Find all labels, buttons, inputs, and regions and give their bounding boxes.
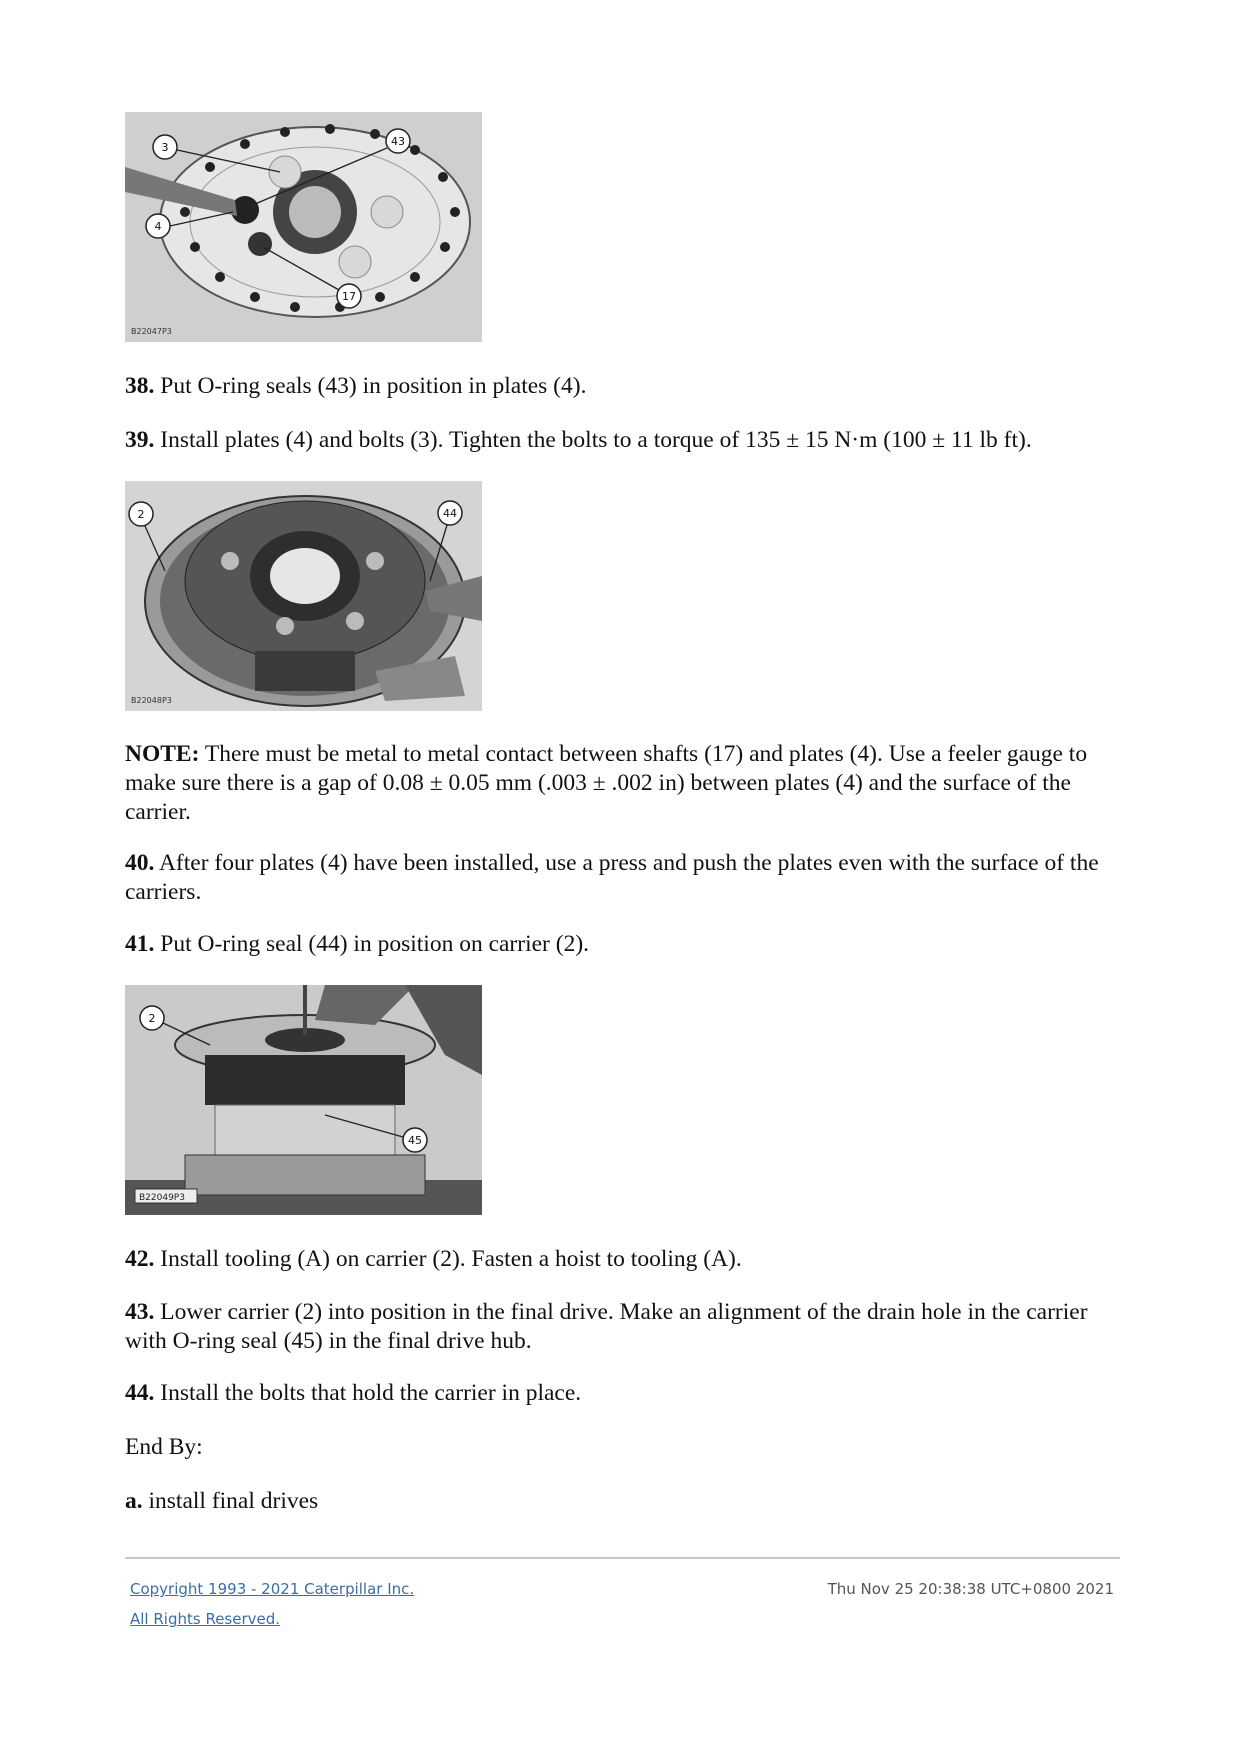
end-by-item-a: a. install final drives	[125, 1488, 319, 1514]
step-38: 38. Put O-ring seals (43) in position in plates (4).	[125, 373, 587, 399]
copyright-link[interactable]: Copyright 1993 - 2021 Caterpillar Inc.	[130, 1580, 415, 1598]
svg-text:2: 2	[137, 508, 145, 521]
step-41: 41. Put O-ring seal (44) in position on carrier (2).	[125, 931, 590, 957]
figure-id-label: B22048P3	[131, 696, 172, 705]
svg-text:3: 3	[161, 141, 169, 154]
svg-text:43: 43	[391, 135, 405, 148]
figure-carrier-oring-photo	[125, 481, 482, 711]
footer-divider	[125, 1557, 1120, 1559]
figure-id-label: B22047P3	[131, 327, 172, 336]
end-by-heading: End By:	[125, 1434, 203, 1460]
rights-link[interactable]: All Rights Reserved.	[130, 1610, 281, 1628]
step-42: 42. Install tooling (A) on carrier (2). Fasten a hoist to tooling (A).	[125, 1246, 742, 1272]
svg-text:2: 2	[148, 1012, 156, 1025]
step-39: 39. Install plates (4) and bolts (3). Tighten the bolts to a torque of 135 ± 15 N·m (100 ± 11 lb ft).	[125, 427, 1032, 453]
timestamp: Thu Nov 25 20:38:38 UTC+0800 2021	[827, 1580, 1114, 1598]
svg-text:4: 4	[154, 220, 162, 233]
figure-plate-installation-photo	[125, 112, 482, 342]
svg-text:17: 17	[342, 290, 356, 303]
step-43: 43. Lower carrier (2) into position in the final drive. Make an alignment of the drain hole in the carrier with O-ring seal (45) in the final drive hub.	[125, 1299, 1088, 1354]
figure-hub-carrier-photo	[125, 985, 482, 1215]
svg-text:45: 45	[408, 1134, 422, 1147]
step-40: 40. After four plates (4) have been installed, use a press and push the plates even with the surface of the carriers.	[125, 850, 1099, 905]
note-gap-check: NOTE: There must be metal to metal contact between shafts (17) and plates (4). Use a feeler gauge to make sure there is a gap of 0.08 ± 0.05 mm (.003 ± .002 in) between plates (4) and the surface of the carrier.	[125, 741, 1088, 825]
svg-text:44: 44	[443, 507, 457, 520]
step-44: 44. Install the bolts that hold the carrier in place.	[125, 1380, 582, 1406]
figure-id-label: B22049P3	[139, 1193, 185, 1203]
